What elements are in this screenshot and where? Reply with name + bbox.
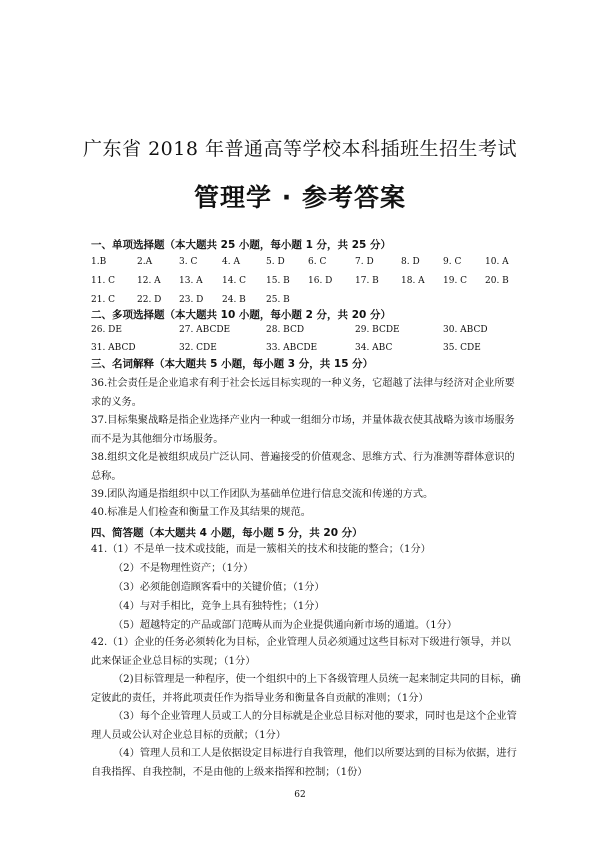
mc-answer: 6. C xyxy=(308,257,327,267)
answer-42-1: 42.（1）企业的任务必须转化为目标，企业管理人员必须通过这些目标对下级进行领导，并以此来保证企业总目标的实现；（1分） xyxy=(91,637,511,667)
mc-answer: 25. B xyxy=(266,295,290,305)
answer-title: 管理学 · 参考答案 xyxy=(194,183,406,212)
multi-answer: 31. ABCD xyxy=(91,343,136,353)
mc-answer: 12. A xyxy=(137,276,161,286)
multi-answer: 34. ABC xyxy=(355,343,393,353)
mc-answer: 16. D xyxy=(308,276,333,286)
mc-answer: 7. D xyxy=(355,257,374,267)
mc-answer: 13. A xyxy=(179,276,203,286)
answer-41-2: （2）不是物理性资产；（1分） xyxy=(113,563,254,574)
definition-40: 40.标准是人们检查和衡量工作及其结果的规范。 xyxy=(91,507,311,518)
mc-answer: 8. D xyxy=(401,257,420,267)
multi-answer: 28. BCD xyxy=(266,325,305,335)
section4-heading: 四、简答题（本大题共 4 小题，每小题 5 分，共 20 分） xyxy=(91,527,363,539)
mc-answer: 20. B xyxy=(485,276,509,286)
page-number: 62 xyxy=(294,790,306,800)
mc-answer: 11. C xyxy=(91,276,116,286)
multi-answer: 26. DE xyxy=(91,325,122,335)
mc-answer: 2.A xyxy=(137,257,153,267)
section2-heading: 二、多项选择题（本大题共 10 小题，每小题 2 分，共 20 分） xyxy=(91,309,391,321)
mc-answer: 24. B xyxy=(222,295,246,305)
definition-37: 37.目标集聚战略是指企业选择产业内一种或一组细分市场，并量体裁衣使其战略为该市场服务而不是为其他细分市场服务。 xyxy=(91,415,515,445)
mc-answer: 19. C xyxy=(443,276,468,286)
mc-answer: 18. A xyxy=(401,276,425,286)
mc-answer: 9. C xyxy=(443,257,462,267)
multi-answer: 29. BCDE xyxy=(355,325,400,335)
answer-42-2: （2)目标管理是一种程序，使一个组织中的上下各级管理人员统一起来制定共同的目标，确定彼此的责任，并将此项责任作为指导业务和衡量各自贡献的准则；（1分） xyxy=(91,674,521,704)
mc-answer: 21. C xyxy=(91,295,116,305)
multi-answer: 35. CDE xyxy=(443,343,481,353)
answer-41-1: 41.（1）不是单一技术或技能，而是一簇相关的技术和技能的整合；（1分） xyxy=(91,544,431,555)
multi-answer: 32. CDE xyxy=(179,343,217,353)
section1-heading: 一、单项选择题（本大题共 25 小题，每小题 1 分，共 25 分） xyxy=(91,239,391,251)
mc-answer: 4. A xyxy=(222,257,240,267)
mc-answer: 5. D xyxy=(266,257,285,267)
multi-answer: 27. ABCDE xyxy=(179,325,231,335)
definition-38: 38.组织文化是被组织成员广泛认同、普遍接受的价值观念、思维方式、行为准测等群体意识的总称。 xyxy=(91,452,515,482)
definition-39: 39.团队沟通是指组织中以工作团队为基础单位进行信息交流和传递的方式。 xyxy=(91,489,434,500)
mc-answer: 17. B xyxy=(355,276,379,286)
mc-answer: 1.B xyxy=(91,257,107,267)
section3-heading: 三、名词解释（本大题共 5 小题，每小题 3 分，共 15 分） xyxy=(91,358,374,370)
mc-answer: 23. D xyxy=(179,295,204,305)
mc-answer: 3. C xyxy=(179,257,198,267)
multi-answer: 33. ABCDE xyxy=(266,343,318,353)
answer-42-3: （3）每个企业管理人员或工人的分目标就是企业总目标对他的要求，同时也是这个企业管理人员或公认对企业总目标的贡献；（1分） xyxy=(91,711,517,741)
mc-answer: 15. B xyxy=(266,276,290,286)
definition-36: 36.社会责任是企业追求有利于社会长远目标实现的一种义务，它超越了法律与经济对企业所要求的义务。 xyxy=(91,378,515,408)
answer-41-4: （4）与对手相比，竞争上具有独特性；（1分） xyxy=(113,601,325,612)
exam-title: 广东省 2018 年普通高等学校本科插班生招生考试 xyxy=(83,138,517,160)
answer-41-3: （3）必须能创造顾客看中的关键价值；（1分） xyxy=(113,582,325,593)
answer-41-5: （5）超越特定的产品或部门范畴从而为企业提供通向新市场的通道。（1分） xyxy=(113,620,458,631)
mc-answer: 22. D xyxy=(137,295,162,305)
multi-answer: 30. ABCD xyxy=(443,325,488,335)
mc-answer: 10. A xyxy=(485,257,509,267)
mc-answer: 14. C xyxy=(222,276,247,286)
answer-42-4: （4）管理人员和工人是依据设定目标进行自我管理，他们以所要达到的目标为依据，进行自我指挥、自我控制，不是由他的上级来指挥和控制；（1份） xyxy=(91,748,517,778)
